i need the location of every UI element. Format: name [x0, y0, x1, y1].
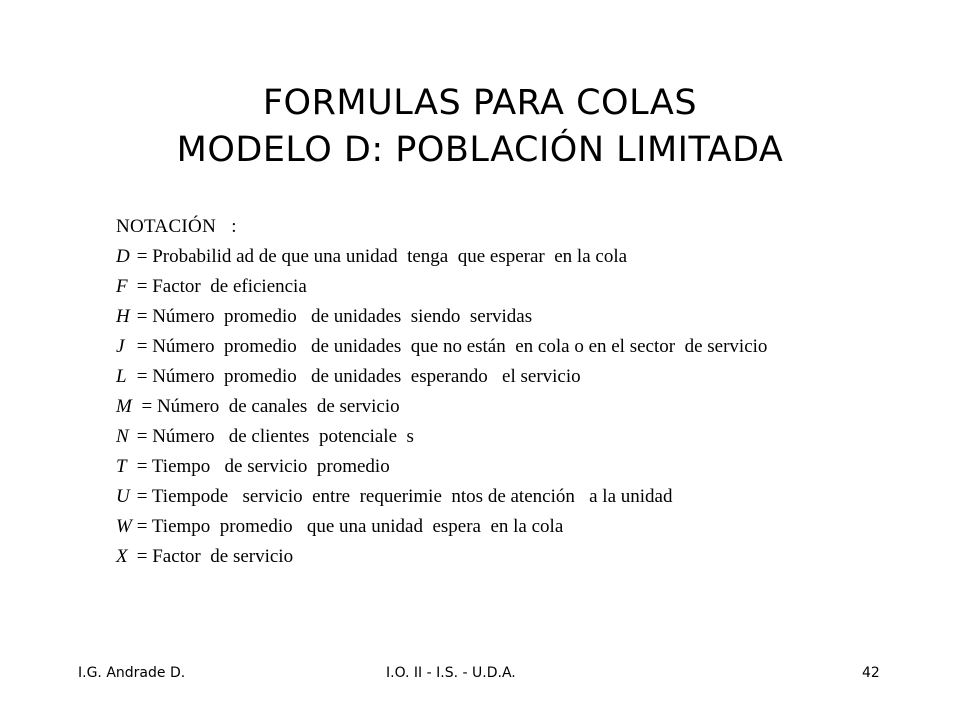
variable-symbol: W [116, 516, 132, 537]
page-number: 42 [862, 665, 880, 681]
title-line-1: FORMULAS PARA COLAS [262, 83, 698, 123]
title-line-2: MODELO D: POBLACIÓN LIMITADA [176, 130, 784, 170]
variable-symbol: N [116, 426, 129, 447]
notation-item-m [116, 392, 767, 422]
variable-definition: = Tiempode servicio entre requerimie ntos de atención a la unidad [132, 486, 673, 507]
variable-symbol: L [116, 366, 127, 387]
variable-definition: = Probabilid ad de que una unidad tenga que esperar en la cola [132, 246, 628, 267]
variable-definition: = Tiempo de servicio promedio [132, 456, 390, 477]
variable-symbol: F [116, 276, 128, 297]
variable-definition: = Factor de eficiencia [132, 276, 307, 297]
variable-definition: = Número de canales de servicio [132, 396, 400, 417]
notation-item-d [116, 242, 767, 272]
variable-symbol: U [116, 486, 130, 507]
variable-symbol: J [116, 336, 125, 357]
notation-item-x [116, 542, 767, 572]
variable-symbol: M [116, 396, 132, 417]
variable-definition: = Número de clientes potenciale s [132, 426, 414, 447]
notation-item-h [116, 302, 767, 332]
notation-list [116, 212, 767, 572]
notation-item-u [116, 482, 767, 512]
notation-heading: NOTACIÓN : [116, 216, 237, 237]
variable-definition: = Número promedio de unidades siendo servidas [132, 306, 533, 327]
variable-definition: = Número promedio de unidades esperando el servicio [132, 366, 581, 387]
notation-item-t [116, 452, 767, 482]
notation-item-j [116, 332, 767, 362]
footer-course: I.O. II - I.S. - U.D.A. [386, 665, 516, 681]
variable-definition: = Número promedio de unidades que no están en cola o en el sector de servicio [132, 336, 768, 357]
notation-item-f [116, 272, 767, 302]
slide-title [0, 80, 960, 174]
variable-definition: = Factor de servicio [132, 546, 294, 567]
variable-symbol: X [116, 546, 128, 567]
variable-symbol: H [116, 306, 130, 327]
variable-symbol: D [116, 246, 130, 267]
notation-item-w [116, 512, 767, 542]
notation-item-n [116, 422, 767, 452]
notation-item-l [116, 362, 767, 392]
variable-definition: = Tiempo promedio que una unidad espera en la cola [132, 516, 564, 537]
footer-author: I.G. Andrade D. [78, 665, 186, 681]
variable-symbol: T [116, 456, 127, 477]
